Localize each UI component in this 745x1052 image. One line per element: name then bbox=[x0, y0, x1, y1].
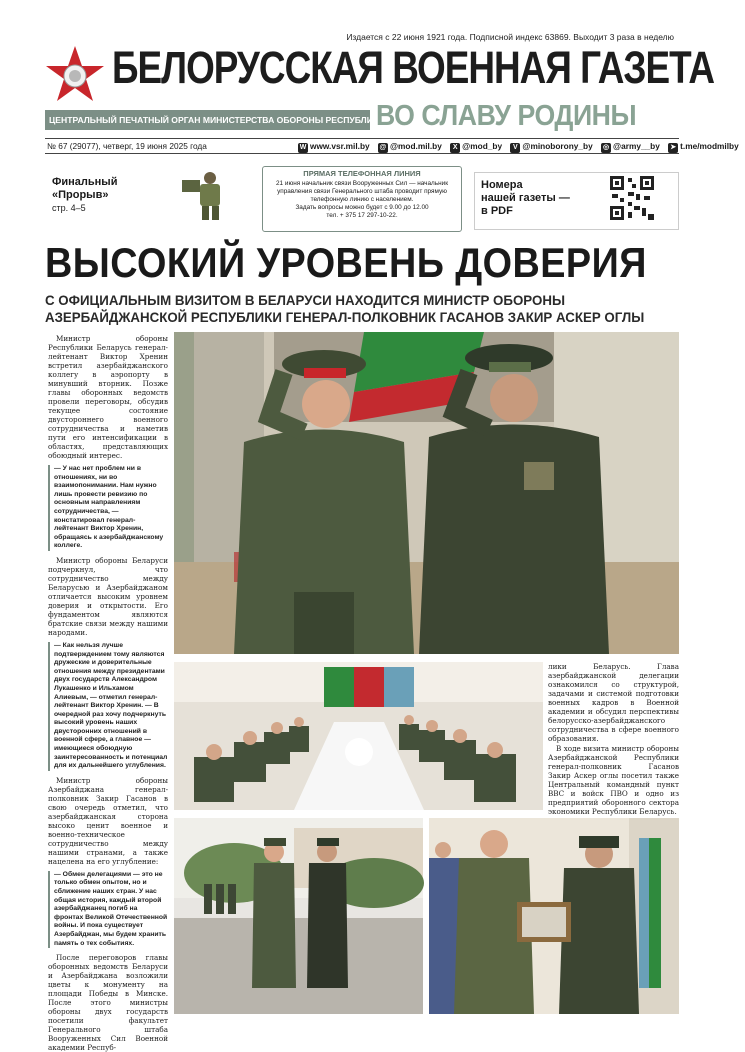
hotline-title: ПРЯМАЯ ТЕЛЕФОННАЯ ЛИНИЯ bbox=[303, 169, 421, 178]
newspaper-title: БЕЛОРУССКАЯ ВОЕННАЯ ГАЗЕТА bbox=[112, 42, 715, 93]
x-icon: X bbox=[450, 143, 460, 153]
organ-subtitle: ЦЕНТРАЛЬНЫЙ ПЕЧАТНЫЙ ОРГАН МИНИСТЕРСТВА ОБОРОНЫ РЕСПУБЛИКИ БЕЛАРУСЬ bbox=[45, 110, 370, 130]
publication-info: Издается с 22 июня 1921 года. Подписной индекс 63869. Выходит 3 раза в неделю bbox=[346, 32, 674, 42]
telegram-icon: ➤ bbox=[668, 143, 678, 153]
pull-quote: — У нас нет проблем ни в отношениях, ни во взаимопонимании. Нам нужно лишь провести ревизию по основным направлениям сотрудничества, — констатировал генерал-лейтенант Виктор Хренин, обращаясь к азербайджанскому коллеге. bbox=[48, 465, 168, 551]
red-star-emblem-icon bbox=[44, 44, 106, 104]
promo-pages: стр. 4–5 bbox=[52, 203, 86, 213]
hotline-text: 21 июня начальник связи Вооруженных Сил — начальник управления связи Генерального штаба проводит прямую телефонную линию с населением. bbox=[275, 180, 449, 203]
article-column-right bbox=[548, 662, 679, 832]
hotline-phone: тел. + 375 17 297-10-22. bbox=[326, 212, 398, 219]
social-link-telegram[interactable]: ➤ t.me/modmilby bbox=[668, 141, 739, 151]
article-subheadline: С ОФИЦИАЛЬНЫМ ВИЗИТОМ В БЕЛАРУСИ НАХОДИТСЯ МИНИСТР ОБОРОНЫ АЗЕРБАЙДЖАНСКОЙ РЕСПУБЛИКИ ГЕНЕРАЛ-ПОЛКОВНИК ГАСАНОВ ЗАКИР АСКЕР ОГЛЫ bbox=[45, 292, 645, 325]
qr-code-icon[interactable] bbox=[608, 174, 656, 222]
hotline-box bbox=[262, 166, 462, 232]
slogan: ВО СЛАВУ РОДИНЫ bbox=[376, 100, 637, 132]
masthead bbox=[0, 0, 724, 140]
at-icon: @ bbox=[379, 144, 387, 151]
issue-info-bar bbox=[45, 138, 739, 154]
soldier-thumbnail bbox=[172, 166, 234, 222]
photo-wreath-laying bbox=[174, 818, 423, 1014]
paragraph: Министр обороны Азербайджана генерал-полковник Закир Гасанов в свою очередь отметил, что азербайджанская сторона высоко ценит военное и военно-техническое сотрудничество между нашими странами, а также нацелена на его углубление: bbox=[48, 775, 168, 866]
instagram-icon: ◎ bbox=[602, 144, 610, 151]
social-link-web[interactable]: W www.vsr.mil.by bbox=[299, 141, 370, 151]
social-link-instagram[interactable]: ◎ @army__by bbox=[602, 141, 660, 151]
pull-quote: — Обмен делегациями — это не только обмен опытом, но и сближение наших стран. У нас общая история, каждый второй азербайджанец погиб на фронтах Великой Отечественной войны. И пока существует Азербайджан, мы будем хранить память о тех событиях. bbox=[48, 871, 168, 948]
photo-negotiations-table bbox=[174, 662, 543, 810]
paragraph: Министр обороны Республики Беларусь генерал-лейтенант Виктор Хренин встретил азербайджанского коллегу в аэропорту в минувший вторник. Позже главы оборонных ведомств провели переговоры, обсудив текущее состояние двустороннего военного сотрудничества и наметив пути его интенсификации в областях, представляющих обоюдный интерес. bbox=[48, 334, 168, 460]
hotline-hours: Задать вопросы можно будет с 9.00 до 12.00 bbox=[295, 204, 429, 211]
paragraph: В ходе визита министр обороны Азербайджанской Республики генерал-полковник Гасанов Закир Аскер оглы посетил также Центральный командный пункт ВВС и войск ПВО и одно из предприятий оборонного сектора экономики Республики Беларусь. bbox=[548, 744, 679, 816]
social-link-x[interactable]: X @mod_by bbox=[450, 141, 502, 151]
social-link-mail[interactable]: @ @mod.mil.by bbox=[379, 141, 442, 151]
main-photo-ministers-saluting bbox=[174, 332, 679, 654]
photo-gift-exchange bbox=[429, 818, 679, 1014]
article-column-left bbox=[48, 334, 168, 1052]
vk-icon: V bbox=[510, 143, 520, 153]
social-links bbox=[298, 139, 745, 153]
paragraph: лики Беларусь. Глава азербайджанской делегации ознакомился со структурой, задачами и системой подготовки военных кадров в Военной академии и обсудил перспективы белорусско-азербайджанского сотрудничества в сфере военного образования. bbox=[548, 662, 679, 743]
paragraph: Министр обороны Беларуси подчеркнул, что сотрудничество между Беларусью и Азербайджаном отличается высоким уровнем доверия и открытости. Его фундаментом являются братские связи между нашими народами. bbox=[48, 555, 168, 637]
pull-quote: — Как нельзя лучше подтверждением тому являются дружеские и доверительные отношения между президентами двух государств Александром Лукашенко и Ильхамом Алиевым, — отметил генерал-лейтенант Виктор Хренин. — В очередной раз хочу подчеркнуть высокий уровень наших двусторонних отношений в военной сфере, а главное — имеющиеся обоюдную заинтересованность и потенциал для их дальнейшего углубления. bbox=[48, 642, 168, 771]
pdf-promo[interactable]: Номера нашей газеты — в PDF bbox=[474, 172, 679, 230]
paragraph: После переговоров главы оборонных ведомств Беларуси и Азербайджана возложили цветы к монументу на площади Победы в Минске. После этого министры обороны двух государств посетили факультет Генерального штаба Вооруженных Сил Военной академии Респуб- bbox=[48, 953, 168, 1052]
web-icon: W bbox=[299, 144, 307, 151]
social-link-vk[interactable]: V @minoborony_by bbox=[510, 141, 592, 151]
promo-final-breakthrough[interactable]: Финальный «Прорыв» стр. 4–5 bbox=[52, 176, 118, 213]
issue-number-date: № 67 (29077), четверг, 19 июня 2025 года bbox=[47, 141, 207, 151]
article-headline: ВЫСОКИЙ УРОВЕНЬ ДОВЕРИЯ bbox=[45, 239, 647, 286]
